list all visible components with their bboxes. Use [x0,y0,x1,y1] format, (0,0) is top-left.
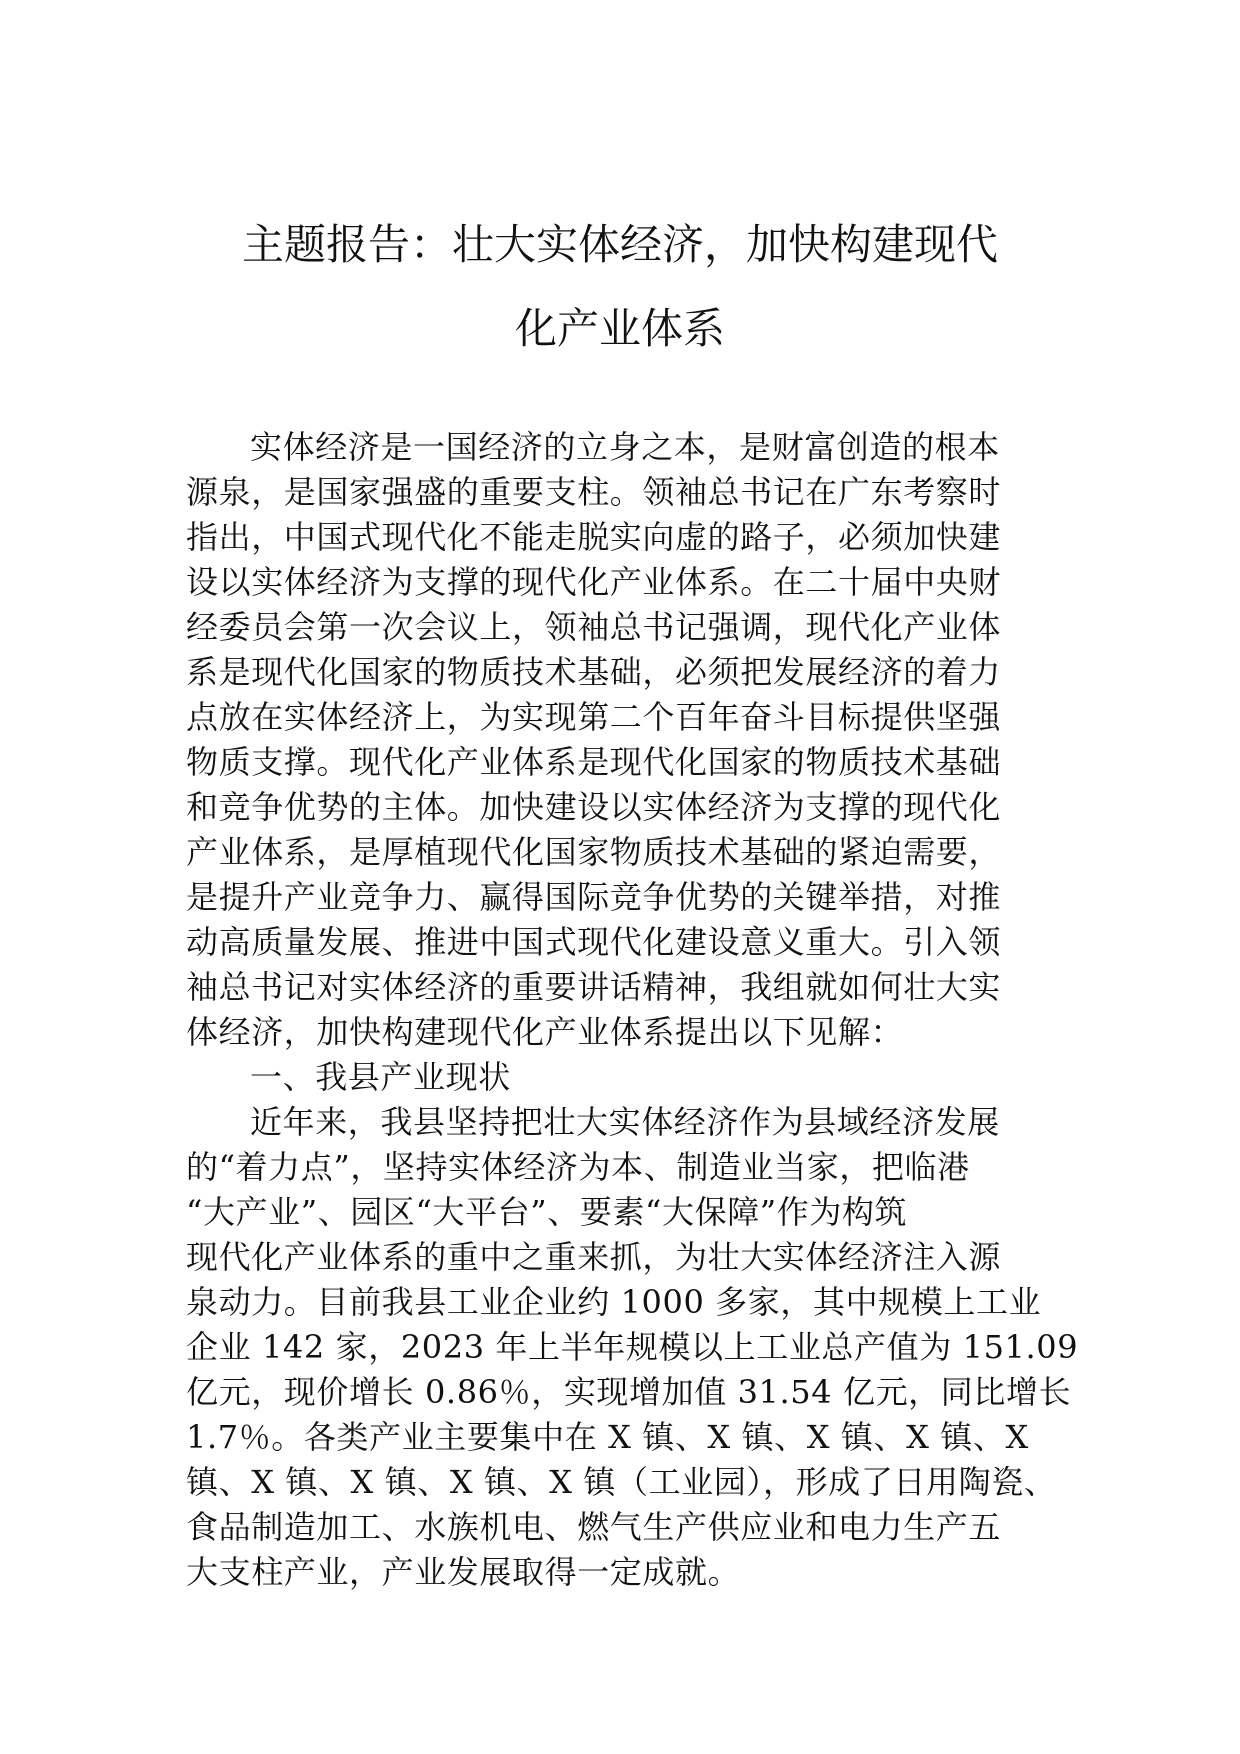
paragraph-line: 是提升产业竞争力、赢得国际竞争优势的关键举措，对推 [186,878,1002,916]
paragraph-line: 产业体系，是厚植现代化国家物质技术基础的紧迫需要， [186,833,1002,871]
paragraph-line: “大产业”、园区“大平台”、要素“大保障”作为构筑 [186,1193,908,1231]
paragraph-line: 和竞争优势的主体。加快建设以实体经济为支撑的现代化 [186,788,1002,826]
paragraph-intro [186,425,1052,1055]
paragraph-line: 泉动力。目前我县工业企业约 1000 多家，其中规模上工业 [186,1283,1042,1321]
section-heading: 一、我县产业现状 [250,1058,511,1096]
paragraph-line: 经委员会第一次会议上，领袖总书记强调，现代化产业体 [186,608,1002,646]
paragraph-line: 大支柱产业，产业发展取得一定成就。 [186,1553,741,1591]
paragraph-line: 实体经济是一国经济的立身之本，是财富创造的根本 [250,428,1000,466]
paragraph-line: 1.7％。各类产业主要集中在 X 镇、X 镇、X 镇、X 镇、X [186,1418,1029,1456]
paragraph-line: 系是现代化国家的物质技术基础，必须把发展经济的着力 [186,653,1002,691]
paragraph-line: 指出，中国式现代化不能走脱实向虚的路子，必须加快建 [186,518,1002,556]
paragraph-line: 动高质量发展、推进中国式现代化建设意义重大。引入领 [186,923,1002,961]
document-body [186,425,1079,1595]
paragraph-line: 点放在实体经济上，为实现第二个百年奋斗目标提供坚强 [186,698,1002,736]
paragraph-line: 源泉，是国家强盛的重要支柱。领袖总书记在广东考察时 [186,473,1002,511]
document-title [160,203,1080,371]
paragraph-line: 食品制造加工、水族机电、燃气生产供应业和电力生产五 [186,1508,1002,1546]
paragraph-line: 企业 142 家，2023 年上半年规模以上工业总产值为 151.09 [186,1328,1079,1366]
paragraph-industry-status [186,1100,1079,1595]
paragraph-line: 现代化产业体系的重中之重来抓，为壮大实体经济注入源 [186,1238,1002,1276]
paragraph-line: 体经济，加快构建现代化产业体系提出以下见解： [186,1013,904,1051]
paragraph-line: 物质支撑。现代化产业体系是现代化国家的物质技术基础 [186,743,1002,781]
paragraph-line: 近年来，我县坚持把壮大实体经济作为县域经济发展 [250,1103,1000,1141]
title-line: 主题报告：壮大实体经济，加快构建现代 [241,220,998,269]
title-line: 化产业体系 [514,304,725,353]
paragraph-line: 设以实体经济为支撑的现代化产业体系。在二十届中央财 [186,563,1002,601]
paragraph-line: 镇、X 镇、X 镇、X 镇、X 镇（工业园），形成了日用陶瓷、 [186,1463,1057,1501]
paragraph-line: 袖总书记对实体经济的重要讲话精神，我组就如何壮大实 [186,968,1002,1006]
paragraph-line: 亿元，现价增长 0.86％，实现增加值 31.54 亿元，同比增长 [186,1373,1072,1411]
paragraph-line: 的“着力点”，坚持实体经济为本、制造业当家，把临港 [186,1148,970,1186]
